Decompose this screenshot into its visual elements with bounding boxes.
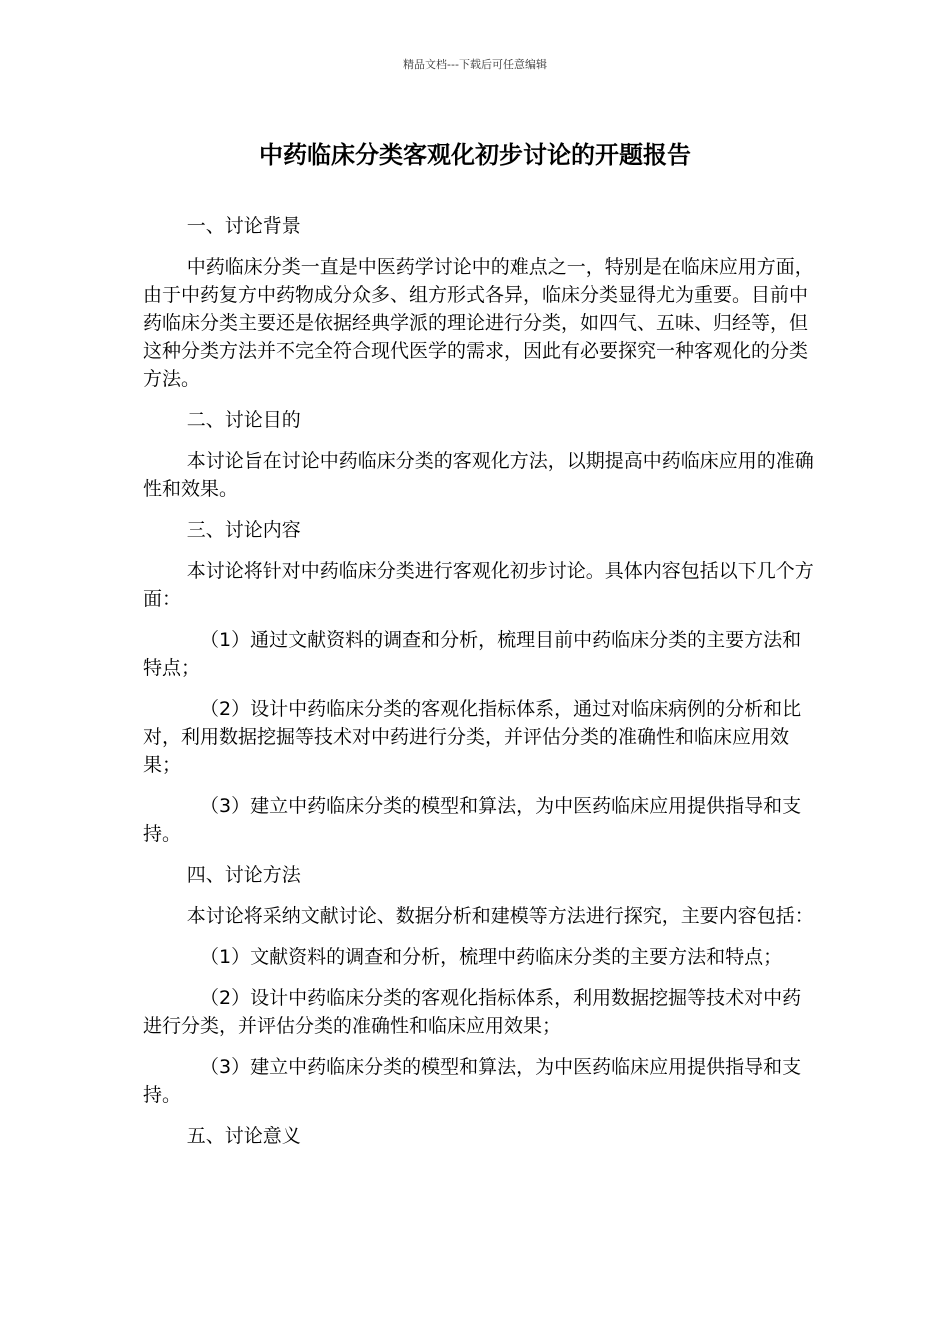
method-list-item: （1）文献资料的调查和分析，梳理中药临床分类的主要方法和特点； (200, 946, 783, 968)
document-title: 中药临床分类客观化初步讨论的开题报告 (259, 141, 691, 169)
paragraph-background: 中药临床分类一直是中医药学讨论中的难点之一，特别是在临床应用方面，由于中药复方中药物成分众多、组方形式各异，临床分类显得尤为重要。目前中药临床分类主要还是依据经典学派的理论进行分类，如四气、五味、归经等，但这种分类方法并不完全符合现代医学的需求，因此有必要探究一种客观化的分类方法。 (143, 256, 814, 390)
method-list-item: （3）建立中药临床分类的模型和算法，为中医药临床应用提供指导和支持。 (143, 1056, 802, 1106)
document-body (143, 212, 815, 1163)
method-list-item: （2）设计中药临床分类的客观化指标体系，利用数据挖掘等技术对中药进行分类，并评估分类的准确性和临床应用效果； (143, 987, 802, 1037)
paragraph-purpose: 本讨论旨在讨论中药临床分类的客观化方法，以期提高中药临床应用的准确性和效果。 (143, 450, 814, 500)
section-heading-purpose: 二、讨论目的 (186, 409, 301, 431)
section-heading-significance: 五、讨论意义 (186, 1125, 301, 1147)
paragraph-method-intro: 本讨论将采纳文献讨论、数据分析和建模等方法进行探究，主要内容包括： (186, 905, 814, 927)
section-heading-background: 一、讨论背景 (186, 215, 301, 237)
section-heading-content: 三、讨论内容 (186, 519, 301, 541)
content-list-item: （3）建立中药临床分类的模型和算法，为中医药临床应用提供指导和支持。 (143, 795, 802, 845)
header-note: 精品文档---下载后可任意编辑 (403, 58, 547, 71)
section-heading-method: 四、讨论方法 (186, 864, 301, 886)
content-list-item: （2）设计中药临床分类的客观化指标体系，通过对临床病例的分析和比对，利用数据挖掘等技术对中药进行分类，并评估分类的准确性和临床应用效果； (143, 698, 802, 776)
paragraph-content-intro: 本讨论将针对中药临床分类进行客观化初步讨论。具体内容包括以下几个方面： (143, 560, 814, 610)
content-list-item: （1）通过文献资料的调查和分析，梳理目前中药临床分类的主要方法和特点； (143, 629, 802, 679)
